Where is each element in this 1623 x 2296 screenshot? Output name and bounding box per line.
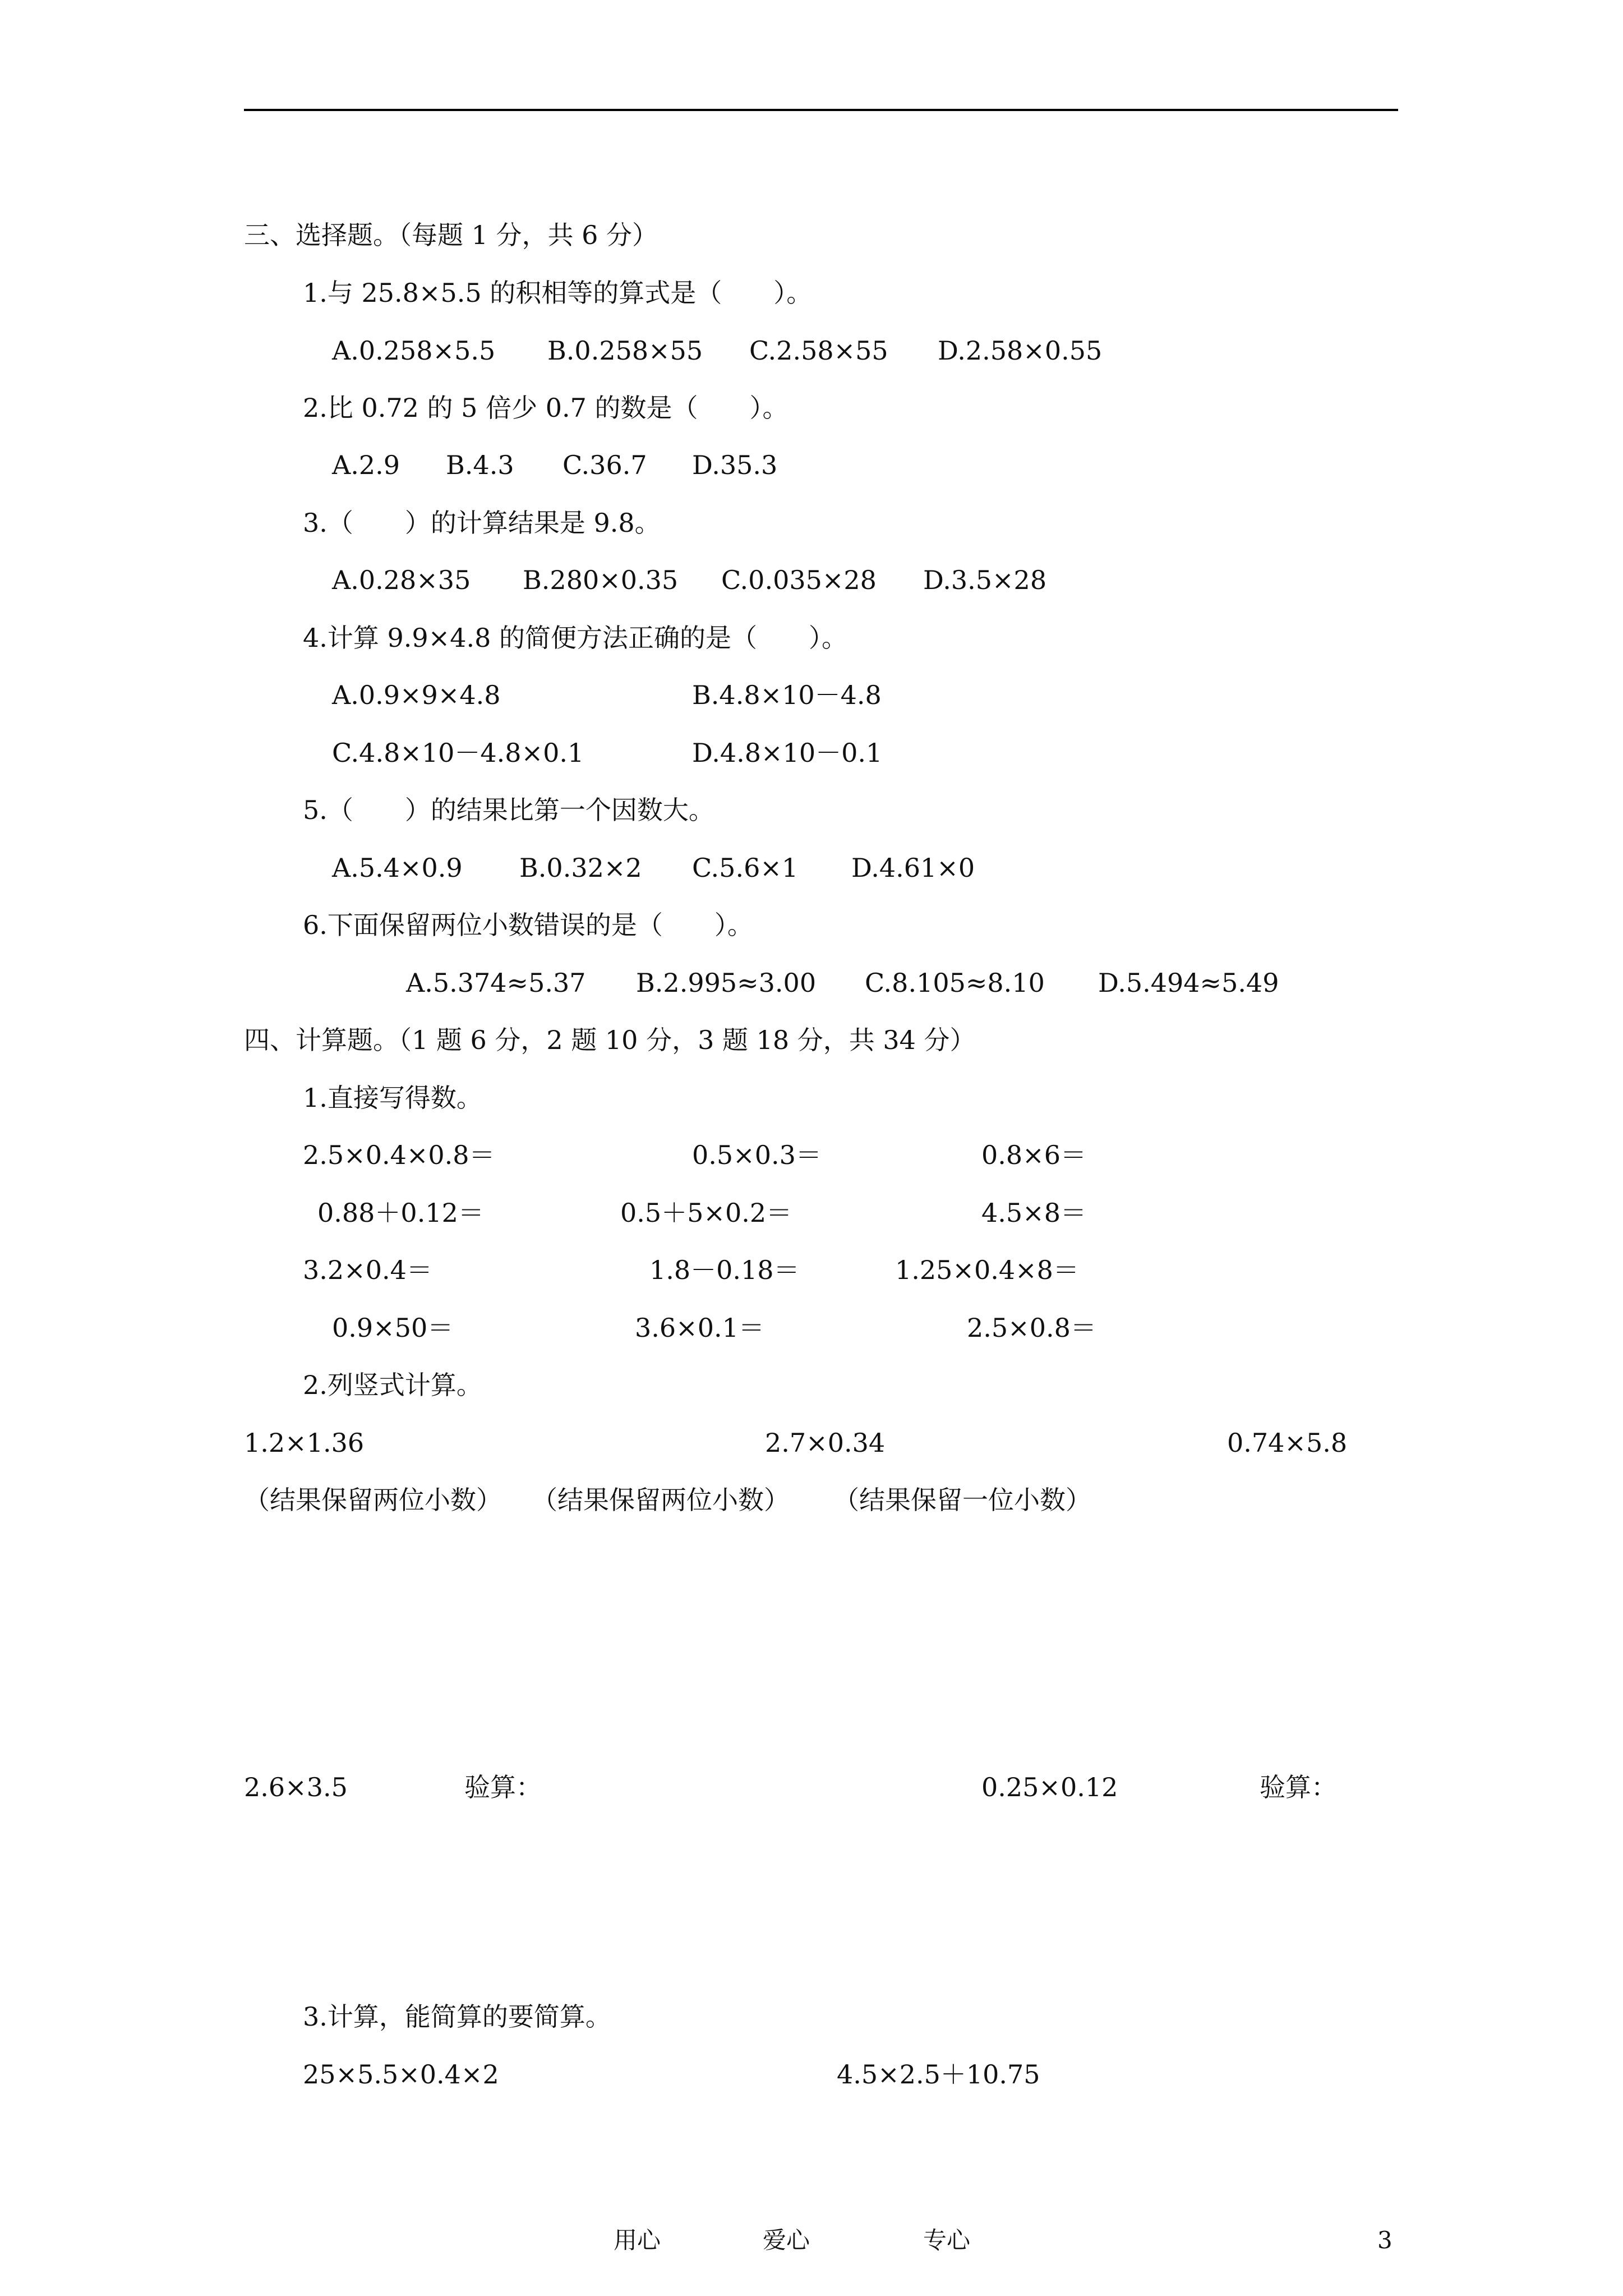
header-rule xyxy=(244,109,1398,111)
q4-option-c: C.4.8×10－4.8×0.1 xyxy=(332,738,584,768)
footer-word: 爱心 xyxy=(763,2226,810,2254)
q3-option-b: B.280×0.35 xyxy=(523,565,679,595)
q1-stem: 1.与 25.8×5.5 的积相等的算式是（ ）。 xyxy=(303,278,813,308)
q1-option-a: A.0.258×5.5 xyxy=(332,335,496,366)
q3-option-c: C.0.035×28 xyxy=(721,565,877,595)
q2-stem: 2.比 0.72 的 5 倍少 0.7 的数是（ ）。 xyxy=(303,393,789,423)
footer-word: 用心 xyxy=(614,2226,661,2254)
q5-option-d: D.4.61×0 xyxy=(851,853,975,883)
q3-option-d: D.3.5×28 xyxy=(923,565,1047,595)
q5-stem: 5.（ ）的结果比第一个因数大。 xyxy=(303,795,714,825)
q6-option-a: A.5.374≈5.37 xyxy=(406,968,586,998)
check-calc-item: 2.6×3.5 xyxy=(244,1772,348,1802)
q1-option-c: C.2.58×55 xyxy=(749,335,888,366)
simplify-calc-item: 4.5×2.5＋10.75 xyxy=(837,2059,1040,2090)
q5-option-a: A.5.4×0.9 xyxy=(332,853,463,883)
oral-calc-item: 0.5×0.3＝ xyxy=(692,1140,822,1170)
q4-stem: 4.计算 9.9×4.8 的简便方法正确的是（ ）。 xyxy=(303,623,847,653)
q4-option-a: A.0.9×9×4.8 xyxy=(332,680,501,710)
check-label: 验算： xyxy=(464,1772,542,1802)
check-label: 验算： xyxy=(1260,1772,1337,1802)
q3-stem: 3.（ ）的计算结果是 9.8。 xyxy=(303,508,661,538)
oral-calc-item: 4.5×8＝ xyxy=(981,1198,1086,1228)
oral-calc-item: 3.2×0.4＝ xyxy=(303,1255,432,1285)
q6-stem: 6.下面保留两位小数错误的是（ ）。 xyxy=(303,910,753,940)
oral-calc-item: 0.8×6＝ xyxy=(981,1140,1086,1170)
oral-calc-item: 2.5×0.4×0.8＝ xyxy=(303,1140,495,1170)
q5-option-b: B.0.32×2 xyxy=(519,853,642,883)
rounding-note: （结果保留两位小数） xyxy=(244,1485,502,1515)
oral-calc-item: 1.8－0.18＝ xyxy=(649,1255,800,1285)
q2-option-b: B.4.3 xyxy=(446,450,514,480)
vertical-calc-item: 2.7×0.34 xyxy=(765,1428,886,1458)
part-1-title: 1.直接写得数。 xyxy=(303,1083,482,1113)
vertical-calc-item: 1.2×1.36 xyxy=(244,1428,365,1458)
oral-calc-item: 0.5＋5×0.2＝ xyxy=(620,1198,792,1228)
rounding-note: （结果保留一位小数） xyxy=(833,1485,1091,1515)
q6-option-c: C.8.105≈8.10 xyxy=(865,968,1045,998)
q5-option-c: C.5.6×1 xyxy=(692,853,799,883)
q6-option-d: D.5.494≈5.49 xyxy=(1098,968,1279,998)
footer-word: 专心 xyxy=(923,2226,971,2254)
q1-option-b: B.0.258×55 xyxy=(547,335,703,366)
section-4-heading: 四、计算题。（1 题 6 分，2 题 10 分，3 题 18 分，共 34 分） xyxy=(244,1025,976,1055)
oral-calc-item: 1.25×0.4×8＝ xyxy=(895,1255,1079,1285)
oral-calc-item: 0.9×50＝ xyxy=(332,1313,454,1343)
q2-option-d: D.35.3 xyxy=(692,450,778,480)
rounding-note: （结果保留两位小数） xyxy=(532,1485,790,1515)
oral-calc-item: 2.5×0.8＝ xyxy=(967,1313,1096,1343)
vertical-calc-item: 0.74×5.8 xyxy=(1227,1428,1348,1458)
simplify-calc-item: 25×5.5×0.4×2 xyxy=(303,2059,499,2090)
q2-option-c: C.36.7 xyxy=(562,450,647,480)
q3-option-a: A.0.28×35 xyxy=(332,565,471,595)
section-3-heading: 三、选择题。（每题 1 分，共 6 分） xyxy=(244,220,658,250)
page-number: 3 xyxy=(1377,2226,1393,2254)
oral-calc-item: 0.88＋0.12＝ xyxy=(317,1198,484,1228)
q4-option-d: D.4.8×10－0.1 xyxy=(692,738,883,768)
q4-option-b: B.4.8×10－4.8 xyxy=(692,680,882,710)
q2-option-a: A.2.9 xyxy=(332,450,400,480)
q1-option-d: D.2.58×0.55 xyxy=(938,335,1103,366)
check-calc-item: 0.25×0.12 xyxy=(981,1772,1118,1802)
part-3-title: 3.计算，能简算的要简算。 xyxy=(303,2001,611,2032)
q6-option-b: B.2.995≈3.00 xyxy=(636,968,817,998)
oral-calc-item: 3.6×0.1＝ xyxy=(635,1313,764,1343)
part-2-title: 2.列竖式计算。 xyxy=(303,1370,482,1400)
